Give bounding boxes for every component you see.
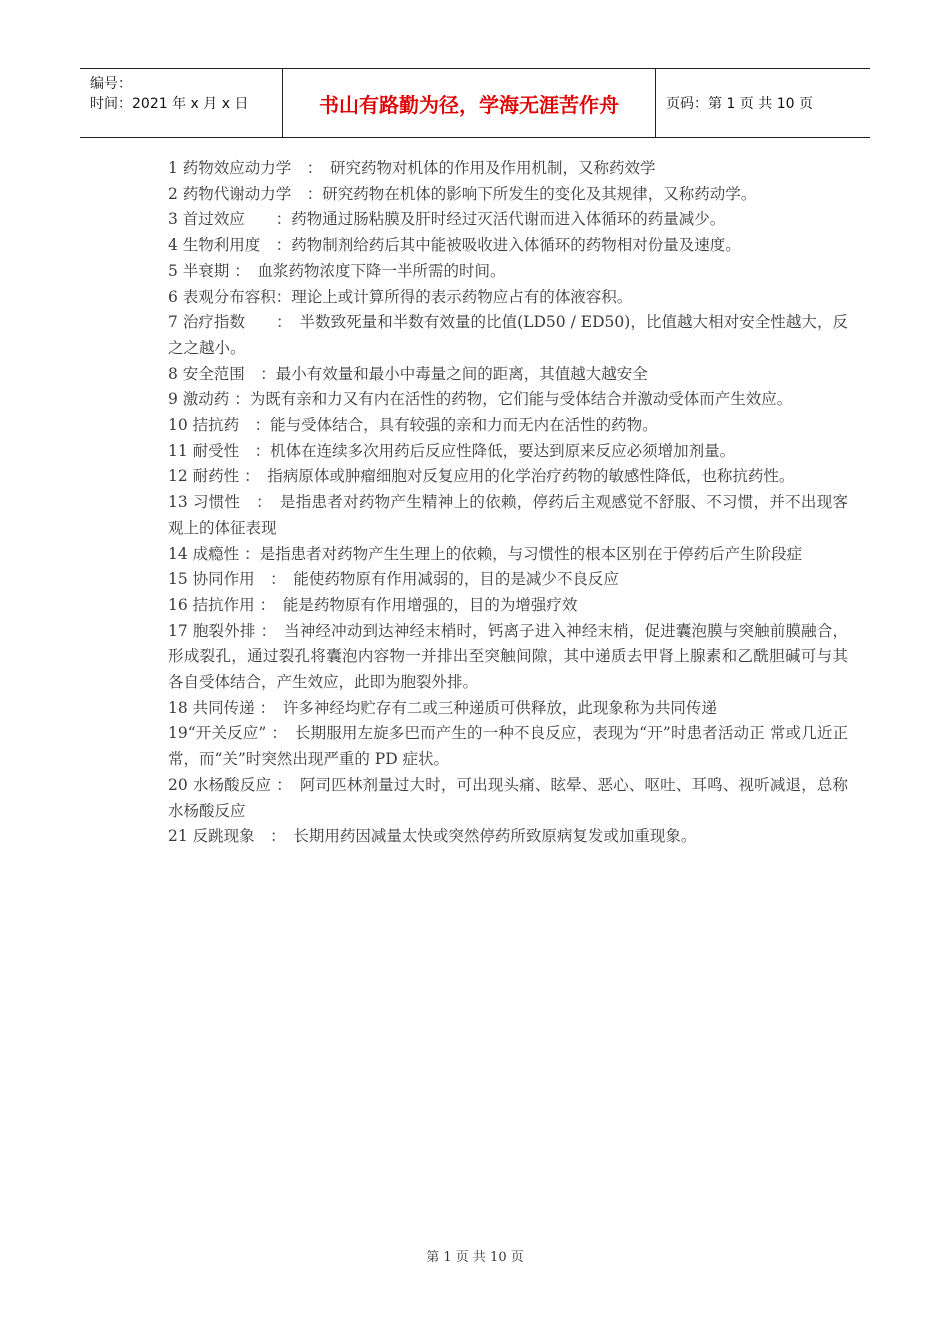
glossary-entry: 12 耐药性 ： 指病原体或肿瘤细胞对反复应用的化学治疗药物的敏感性降低，也称抗药性。 [168,467,795,486]
glossary-entry: 8 安全范围 ：最小有效量和最小中毒量之间的距离，其值越大越安全 [168,364,648,383]
number-label: 编号： [90,76,132,92]
glossary-entry: 10 拮抗药 ：能与受体结合，具有较强的亲和力而无内在活性的药物。 [168,416,658,435]
document-header [80,68,870,138]
glossary-entry: 6 表观分布容积：理论上或计算所得的表示药物应占有的体液容积。 [168,287,633,306]
glossary-entry: 3 首过效应 ：药物通过肠粘膜及肝时经过灭活代谢而进入体循环的药量减少。 [168,210,726,229]
glossary-entry: 17 胞裂外排 ： 当神经冲动到达神经末梢时，钙离子进入神经末梢，促进囊泡膜与突触前膜融合，形成裂孔，通过裂孔将囊泡内容物一并排出至突触间隙，其中递质去甲肾上腺素和乙酰胆碱可与其各自受体结合，产生效应，此即为胞裂外排。 [168,621,848,692]
glossary-entry: 13 习惯性 ： 是指患者对药物产生精神上的依赖，停药后主观感觉不舒服、不习惯，并不出现客观上的体征表现 [168,493,848,537]
header-divider [655,69,656,137]
glossary-entry: 14 成瘾性 ：是指患者对药物产生生理上的依赖，与习惯性的根本区别在于停药后产生阶段症 [168,544,803,563]
page-footer: 第 1 页 共 10 页 [426,1250,524,1265]
glossary-entry: 18 共同传递 ： 许多神经均贮存有二或三种递质可供释放，此现象称为共同传递 [168,698,717,717]
glossary-entry: 11 耐受性 ：机体在连续多次用药后反应性降低，要达到原来反应必须增加剂量。 [168,441,736,460]
glossary-entry: 9 激动药 ：为既有亲和力又有内在活性的药物，它们能与受体结合并激动受体而产生效应。 [168,390,793,409]
glossary-entry: 7 治疗指数 ： 半数致死量和半数有效量的比值(LD50 / ED50)，比值越大相对安全性越大，反之之越小。 [168,313,848,357]
glossary-entry: 21 反跳现象 ： 长期用药因减量太快或突然停药所致原病复发或加重现象。 [168,827,697,846]
glossary-entry: 20 水杨酸反应 ： 阿司匹林剂量过大时，可出现头痛、眩晕、恶心、呕吐、耳鸣、视听减退，总称水杨酸反应 [168,775,848,820]
time-label: 时间：2021 年 x 月 x 日 [90,96,249,112]
glossary-entry: 19“开关反应” ： 长期服用左旋多巴而产生的一种不良反应，表现为“开”时患者活动正 常或几近正常，而“关”时突然出现严重的 PD 症状。 [168,724,848,769]
glossary-entry: 2 药物代谢动力学 ：研究药物在机体的影响下所发生的变化及其规律，又称药动学。 [168,184,757,203]
glossary-entry: 5 半衰期 ： 血浆药物浓度下降一半所需的时间。 [168,261,506,280]
glossary-entry: 1 药物效应动力学 ： 研究药物对机体的作用及作用机制，又称药效学 [168,159,656,177]
glossary-entry: 15 协同作用 ： 能使药物原有作用减弱的，目的是减少不良反应 [168,570,619,589]
header-info-cell [80,69,282,137]
glossary-entry: 16 拮抗作用 ： 能是药物原有作用增强的，目的为增强疗效 [168,595,578,614]
header-page-label: 页码：第 1 页 共 10 页 [666,96,813,112]
glossary-content [168,156,848,850]
header-motto: 书山有路勤为径，学海无涯苦作舟 [319,92,619,117]
glossary-entry: 4 生物利用度 ：药物制剂给药后其中能被吸收进入体循环的药物相对份量及速度。 [168,236,741,255]
